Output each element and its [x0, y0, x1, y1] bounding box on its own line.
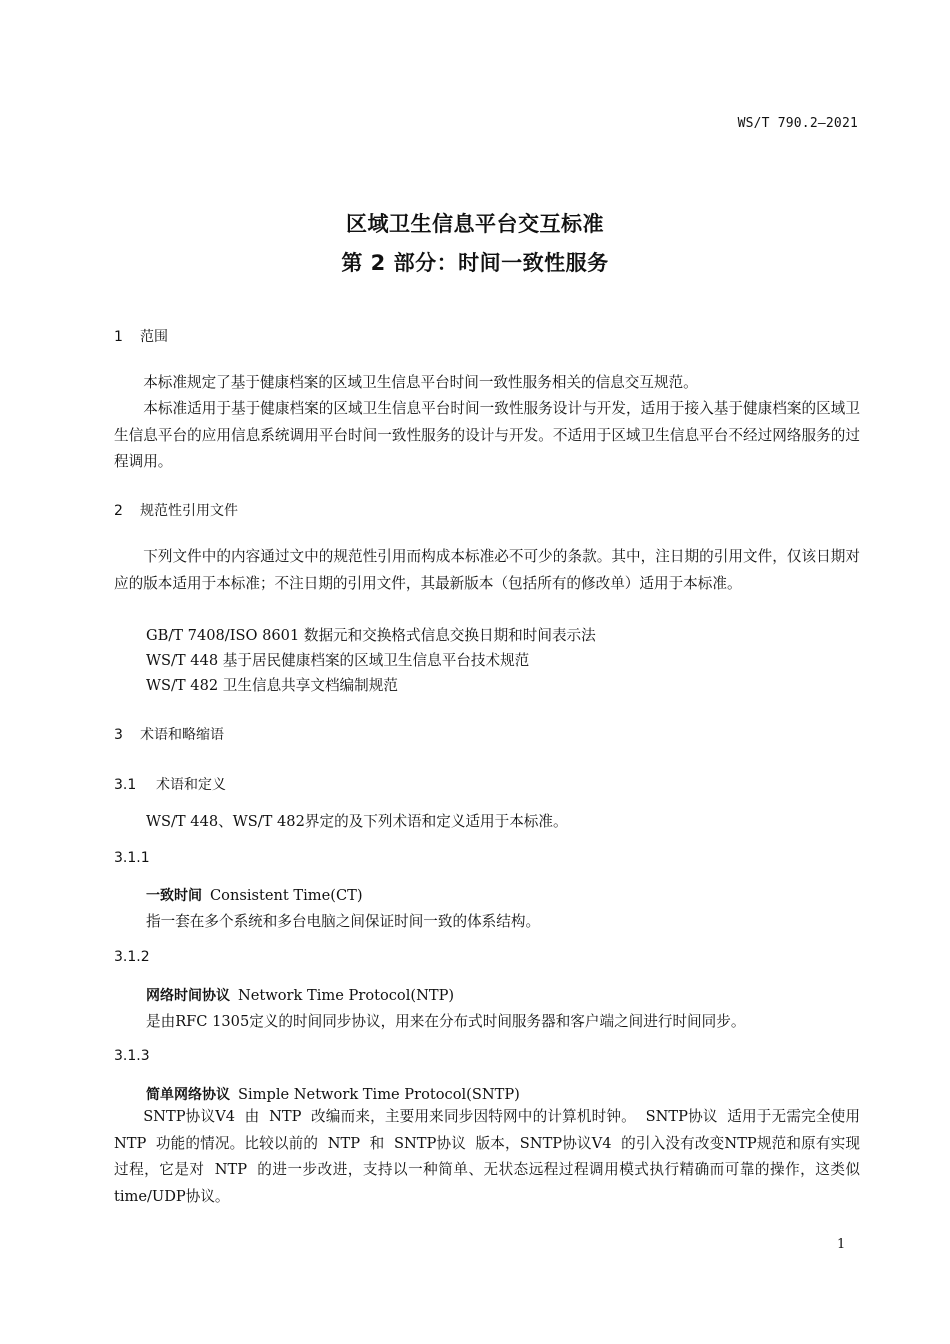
section-title: 术语和略缩语 — [140, 727, 224, 743]
normative-reference: WS/T 482 卫生信息共享文档编制规范 — [146, 677, 398, 694]
section-2-para: 下列文件中的内容通过文中的规范性引用而构成本标准必不可少的条款。其中，注日期的引用文件，仅该日期对应的版本适用于本标准；不注日期的引用文件，其最新版本（包括所有的修改单）适用于本标准。 — [114, 548, 860, 592]
term-number: 3.1.2 — [114, 949, 150, 965]
section-1-para-2: 本标准适用于基于健康档案的区域卫生信息平台时间一致性服务设计与开发，适用于接入基于健康档案的区域卫生信息平台的应用信息系统调用平台时间一致性服务的设计与开发。不适用于区域卫生信息平台不经过网络服务的过程调用。 — [114, 400, 860, 471]
section-number: 2 — [114, 503, 123, 519]
term-en: Simple Network Time Protocol(SNTP) — [238, 1086, 520, 1103]
term-heading — [146, 985, 454, 1005]
term-en: Consistent Time(CT) — [210, 887, 363, 904]
term-zh: 简单网络协议 — [146, 1087, 230, 1103]
section-1-heading — [114, 326, 168, 346]
section-title: 范围 — [140, 329, 168, 345]
term-number: 3.1.3 — [114, 1048, 150, 1064]
title-line-1: 区域卫生信息平台交互标准 — [346, 212, 604, 236]
normative-reference: GB/T 7408/ISO 8601 数据元和交换格式信息交换日期和时间表示法 — [146, 627, 596, 644]
term-definition: 指一套在多个系统和多台电脑之间保证时间一致的体系结构。 — [146, 913, 541, 930]
doc-number: WS/T 790.2—2021 — [737, 116, 858, 131]
section-2-heading — [114, 500, 238, 520]
section-1-para-1: 本标准规定了基于健康档案的区域卫生信息平台时间一致性服务相关的信息交互规范。 — [143, 374, 698, 391]
section-3-heading — [114, 724, 224, 744]
term-en: Network Time Protocol(NTP) — [238, 987, 455, 1004]
term-definition: 是由RFC 1305定义的时间同步协议，用来在分布式时间服务器和客户端之间进行时间同步。 — [146, 1013, 746, 1030]
section-3-1-intro: WS/T 448、WS/T 482界定的及下列术语和定义适用于本标准。 — [146, 813, 568, 830]
section-number: 1 — [114, 329, 123, 345]
section-title: 规范性引用文件 — [140, 503, 238, 519]
term-heading — [146, 885, 363, 905]
normative-reference: WS/T 448 基于居民健康档案的区域卫生信息平台技术规范 — [146, 652, 530, 669]
term-number: 3.1.1 — [114, 850, 150, 866]
term-definition: SNTP协议V4 由 NTP 改编而来，主要用来同步因特网中的计算机时钟。 SNTP协议 适用于无需完全使用 NTP 功能的情况。比较以前的 NTP 和 SNTP协议 版本，SNTP协议V4 的引入没有改变NTP规范和原有实现过程，它是对 NTP 的进一步改进，支持以一种简单、无状态远程过程调用模式执行精确而可靠的操作，这类似 time/UDP协议。 — [114, 1108, 870, 1205]
section-number: 3 — [114, 727, 123, 743]
term-zh: 网络时间协议 — [146, 988, 230, 1004]
term-zh: 一致时间 — [146, 888, 202, 904]
section-number: 3.1 — [114, 777, 137, 793]
section-title: 术语和定义 — [156, 777, 226, 793]
term-heading — [146, 1084, 520, 1104]
page-number: 1 — [837, 1237, 846, 1252]
title-line-2: 第 2 部分：时间一致性服务 — [341, 251, 609, 275]
section-3-1-heading — [114, 774, 226, 794]
